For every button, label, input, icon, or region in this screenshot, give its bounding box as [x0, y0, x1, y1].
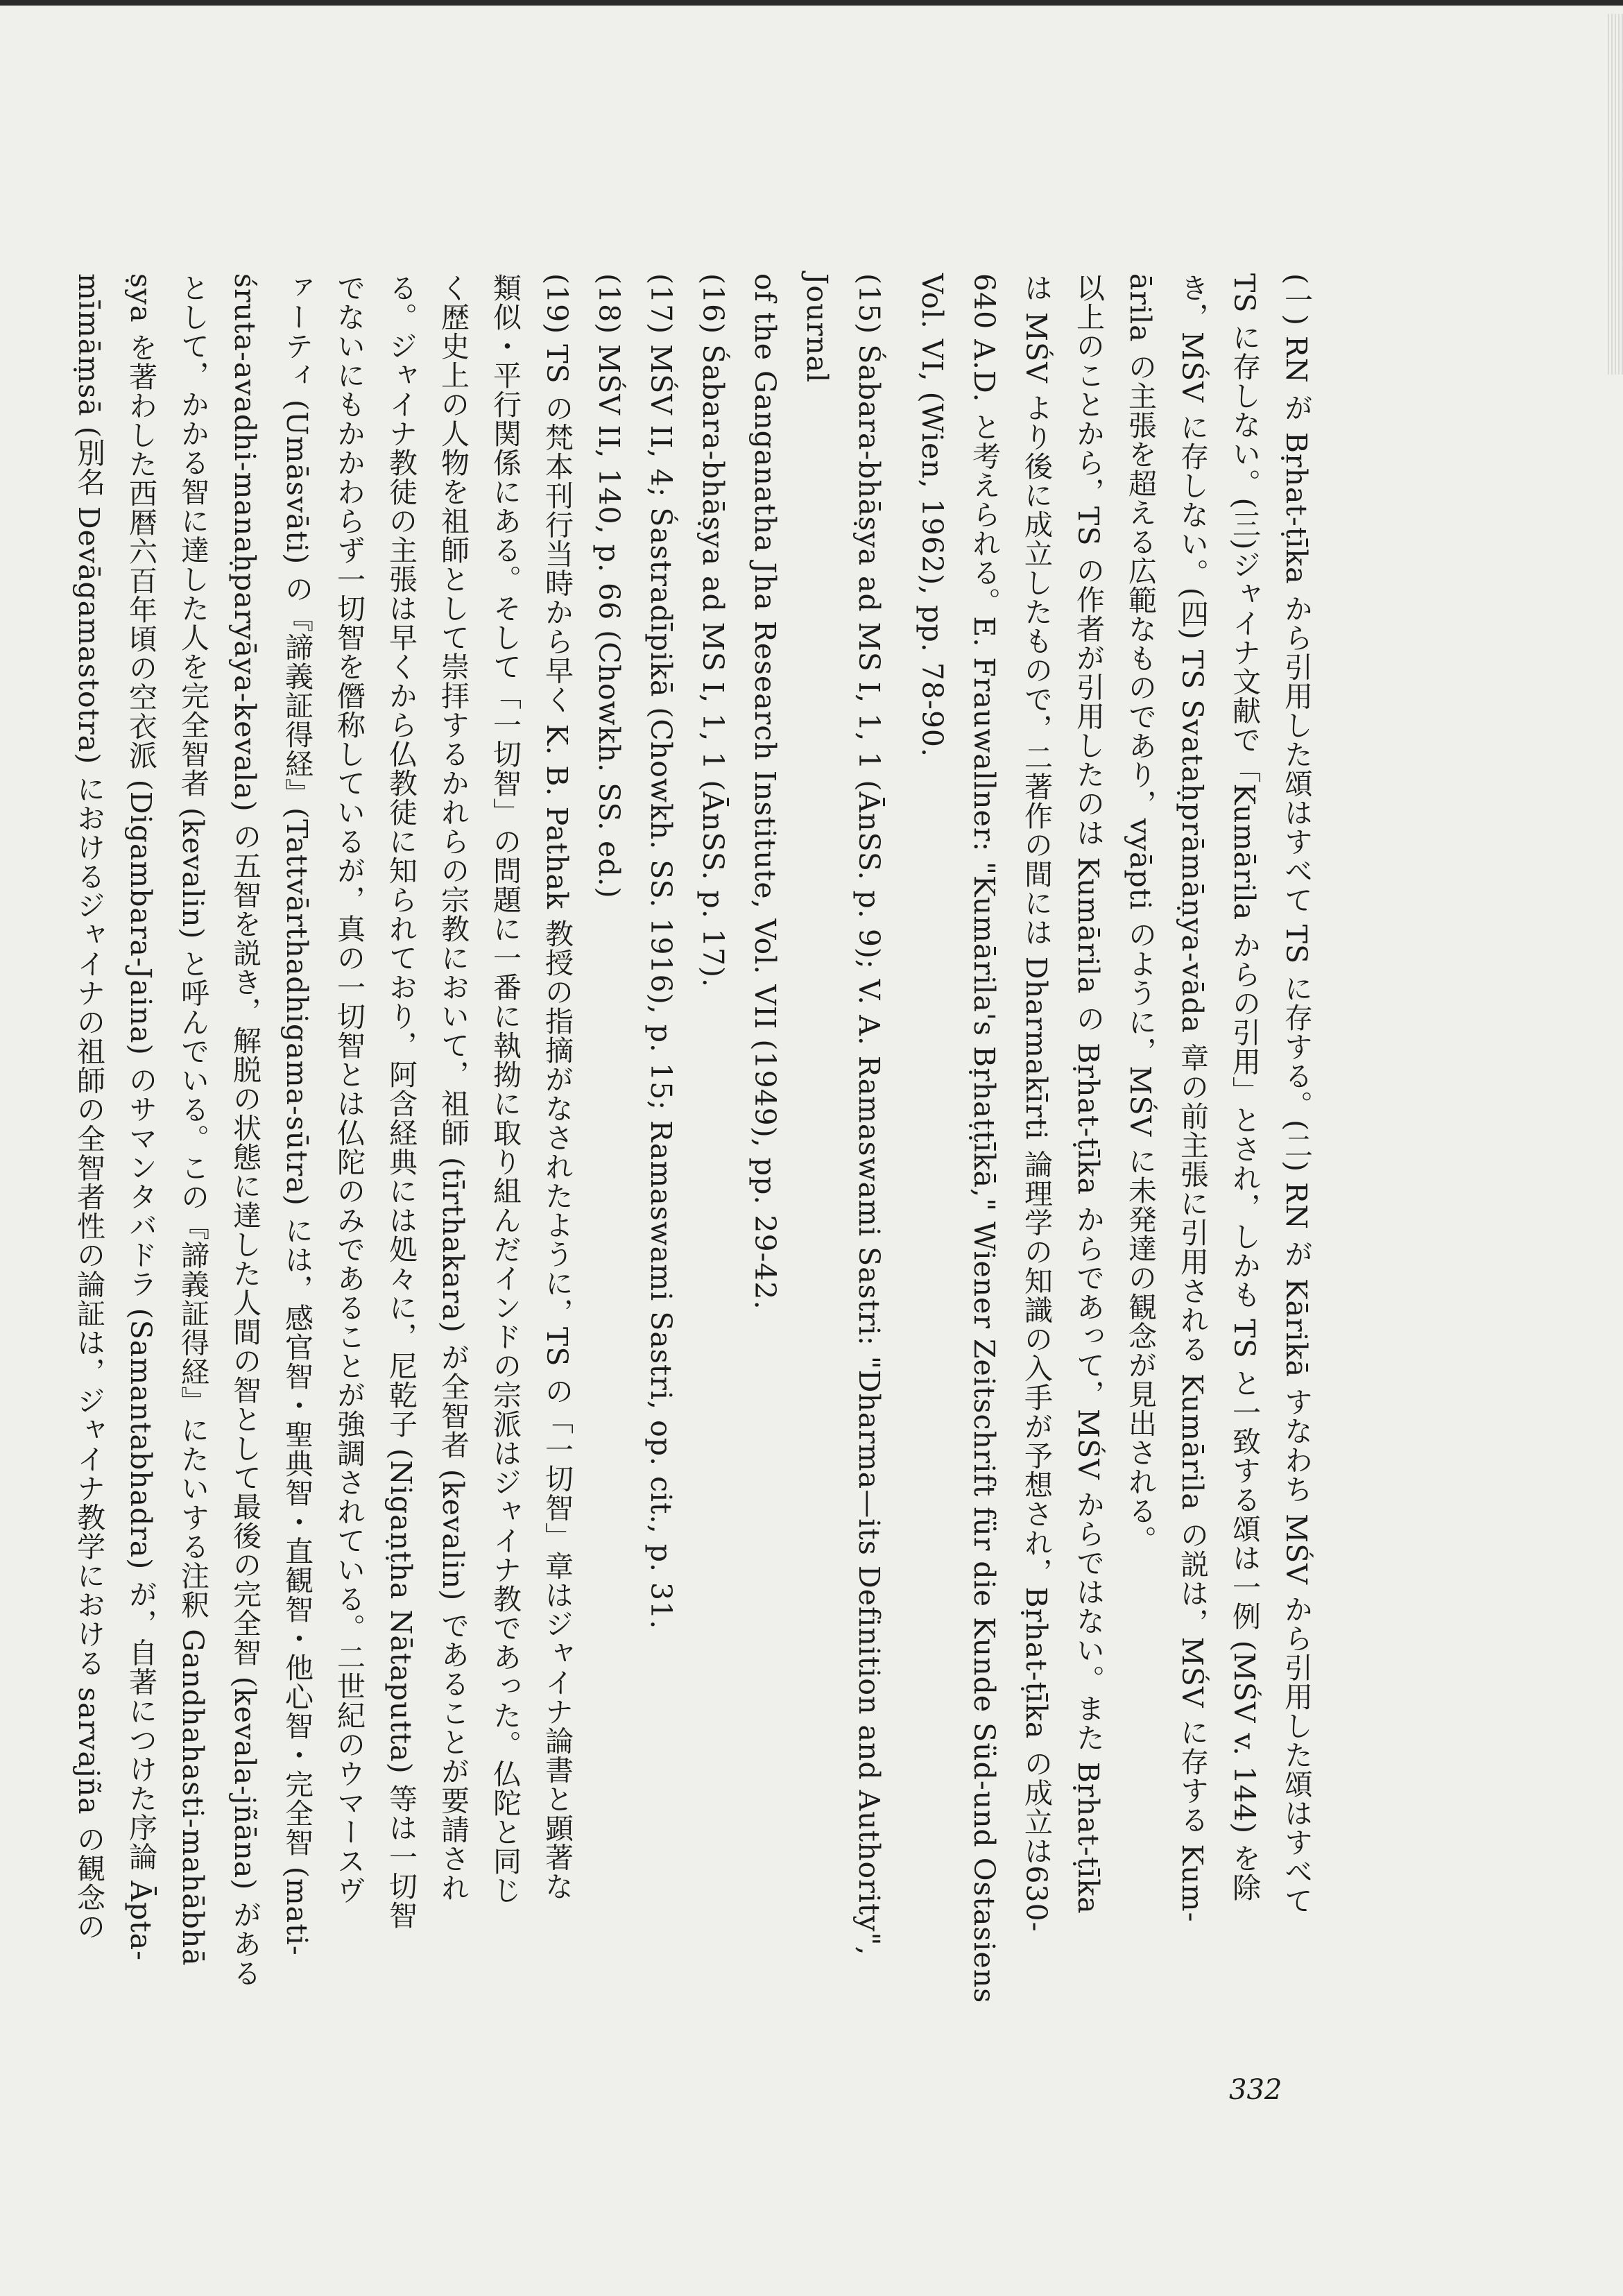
text-line: る。ジャイナ教徒の主張は早くから仏教徒に知られており，阿含経典には処々に，尼乾子 (Nigaṇṭha Nātaputta) 等は一切智 [384, 273, 418, 1930]
text-line: き，MŚV に存しない。(四) TS Svataḥprāmāṇya-vāda 章の前主張に引用される Kumārila の説は，MŚV に存する Kum- [1176, 273, 1209, 1923]
text-line: く歴史上の人物を祖師として崇拝するかれらの宗教において，祖師 (tīrthakara) が全智者 (kevalin) であることが要請され [436, 273, 470, 1903]
text-line: Vol. VI, (Wien, 1962), pp. 78-90. [916, 273, 949, 758]
text-line: でないにもかかわらず一切智を僭称しているが，真の一切智とは仏陀のみであることが強調されている。二世紀のウマースヴ [332, 273, 366, 1905]
scan-edge-right [1608, 14, 1623, 375]
footnote-15: (15) Śabara-bhāṣya ad MS I, 1, 1 (ĀnSS. p. 9); V. A. Ramaswami Sastri: "Dharma—its Definition and Authority", Journal [800, 273, 886, 1956]
page-number: 332 [1229, 2074, 1282, 2106]
text-line: śruta-avadhi-manaḥparyāya-kevala) の五智を説き，解脱の状態に達した人間の智として最後の完全智 (kevala-jñāna) がある [228, 273, 261, 1988]
text-line: mīmāṃsā (別名 Devāgamastotra) におけるジャイナの祖師の全智者性の論証は，ジャイナ教学における sarvajña の観念の [72, 273, 105, 1942]
footnote-16: (16) Śabara-bhāṣya ad MS I, 1, 1 (ĀnSS. p. 17). [696, 273, 730, 988]
text-line: ṣya を著わした西暦六百年頃の空衣派 (Digambara-Jaina) のサマンタバドラ (Samantabhadra) が，自著につけた序論 Āpta- [124, 273, 157, 1961]
footnote-19: (19) TS の梵本刊行当時から早く K. B. Pathak 教授の指摘がなされたように，TS の「一切智」章はジャイナ論書と顕著な [540, 273, 574, 1901]
footnote-17: (17) MŚV II, 4; Śastradīpikā (Chowkh. SS. 1916), p. 15; Ramaswami Sastri, op. cit., p. 31. [644, 273, 678, 1630]
text-line: として，かかる智に達した人を完全智者 (kevalin) と呼んでいる。この『諦義証得経』にたいする注釈 Gandhahasti-mahābhā [176, 273, 209, 1967]
footnotes-block [72, 273, 1322, 2049]
scan-edge-top [0, 0, 1623, 6]
text-line: 640 A.D. と考えられる。E. Frauwallner: "Kumārila's Bṛhaṭṭīkā," Wiener Zeitschrift für die Kunde Süd-und Ostasiens [968, 273, 1001, 2004]
text-line: 類似・平行関係にある。そして「一切智」の問題に一番に執拗に取り組んだインドの宗派はジャイナ教であった。仏陀と同じ [488, 273, 522, 1905]
text-line: 以上のことから，TS の作者が引用したのは Kumārila の Bṛhat-ṭīka からであって，MŚV からではない。また Bṛhat-ṭīka [1072, 273, 1105, 1914]
text-line: ァーティ (Umāsvāti) の『諦義証得経』(Tattvārthadhigama-sūtra) には，感官智・聖典智・直観智・他心智・完全智 (mati- [280, 273, 314, 1956]
text-line: は MŚV より後に成立したもので，二著作の間には Dharmakīrti 論理学の知識の入手が予想され，Bṛhat-ṭīka の成立は630- [1020, 273, 1053, 1933]
footnote-18: (18) MŚV II, 140, p. 66 (Chowkh. SS. ed.) [592, 273, 626, 899]
text-line: TS に存しない。(三)ジャイナ文献で「Kumārila からの引用」とされ，しかも TS と一致する頌は一例 (MŚV v. 144) を除 [1228, 273, 1261, 1903]
text-line: (一) RN が Bṛhat-ṭīka から引用した頌はすべて TS に存する。(二) RN が Kārikā すなわち MŚV から引用した頌はすべて [1280, 273, 1313, 1915]
text-line: ārila の主張を超える広範なものであり，vyāpti のように，MŚV に未発達の観念が見出される。 [1124, 273, 1157, 1555]
text-line: of the Ganganatha Jha Research Institute, Vol. VII (1949), pp. 29-42. [748, 273, 782, 1310]
spacer [895, 273, 906, 2049]
